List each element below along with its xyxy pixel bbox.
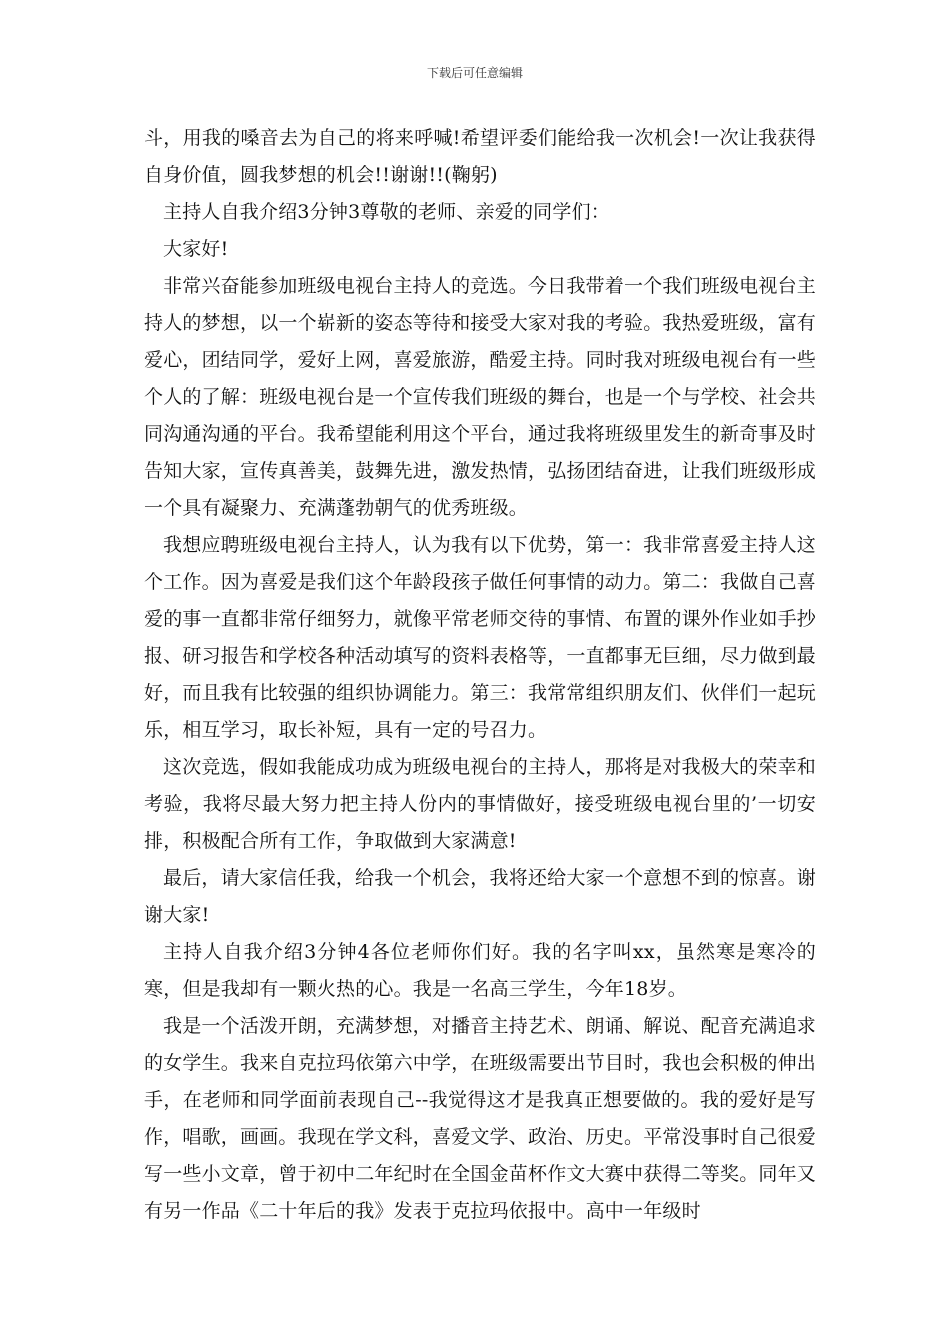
paragraph: 我想应聘班级电视台主持人，认为我有以下优势，第一：我非常喜爱主持人这个工作。因为喜爱是我们这个年龄段孩子做任何事情的动力。第二：我做自己喜爱的事一直都非常仔细努力，就像平常老师交待的事情、布置的课外作业如手抄报、研习报告和学校各种活动填写的资料表格等，一直都事无巨细，尽力做到最好，而且我有比较强的组织协调能力。第三：我常常组织朋友们、伙伴们一起玩乐，相互学习，取长补短，具有一定的号召力。: [144, 534, 817, 741]
paragraph: 主持人自我介绍3分钟4各位老师你们好。我的名字叫xx，虽然寒是寒冷的寒，但是我却有一颗火热的心。我是一名高三学生，今年18岁。: [144, 941, 816, 1000]
document-body: [144, 120, 816, 1230]
paragraph: 这次竞选，假如我能成功成为班级电视台的主持人，那将是对我极大的荣幸和考验，我将尽最大努力把主持人份内的事情做好，接受班级电视台里的’一切安排，积极配合所有工作，争取做到大家满意!: [144, 756, 816, 852]
paragraph: 非常兴奋能参加班级电视台主持人的竞选。今日我带着一个我们班级电视台主持人的梦想，以一个崭新的姿态等待和接受大家对我的考验。我热爱班级，富有爱心，团结同学，爱好上网，喜爱旅游，酷爱主持。同时我对班级电视台有一些个人的了解：班级电视台是一个宣传我们班级的舞台，也是一个与学校、社会共同沟通沟通的平台。我希望能利用这个平台，通过我将班级里发生的新奇事及时告知大家，宣传真善美，鼓舞先进，激发热情，弘扬团结奋进，让我们班级形成一个具有凝聚力、充满蓬勃朝气的优秀班级。: [144, 275, 817, 519]
paragraph: 我是一个活泼开朗，充满梦想，对播音主持艺术、朗诵、解说、配音充满追求的女学生。我来自克拉玛依第六中学，在班级需要出节目时，我也会积极的伸出手，在老师和同学面前表现自己--我觉得这才是我真正想要做的。我的爱好是写作，唱歌，画画。我现在学文科，喜爱文学、政治、历史。平常没事时自己很爱写一些小文章，曾于初中二年纪时在全国金苗杯作文大赛中获得二等奖。同年又有另一作品《二十年后的我》发表于克拉玛依报中。高中一年级时: [144, 1015, 817, 1222]
paragraph: 最后，请大家信任我，给我一个机会，我将还给大家一个意想不到的惊喜。谢谢大家!: [144, 867, 816, 926]
page-header: 下载后可任意编辑: [426, 66, 523, 80]
paragraph: 主持人自我介绍3分钟3尊敬的老师、亲爱的同学们：: [163, 201, 610, 223]
paragraph: 大家好!: [163, 238, 229, 260]
paragraph: 斗，用我的嗓音去为自己的将来呼喊!希望评委们能给我一次机会!一次让我获得自身价值，圆我梦想的机会!!谢谢!!(鞠躬): [144, 127, 816, 186]
